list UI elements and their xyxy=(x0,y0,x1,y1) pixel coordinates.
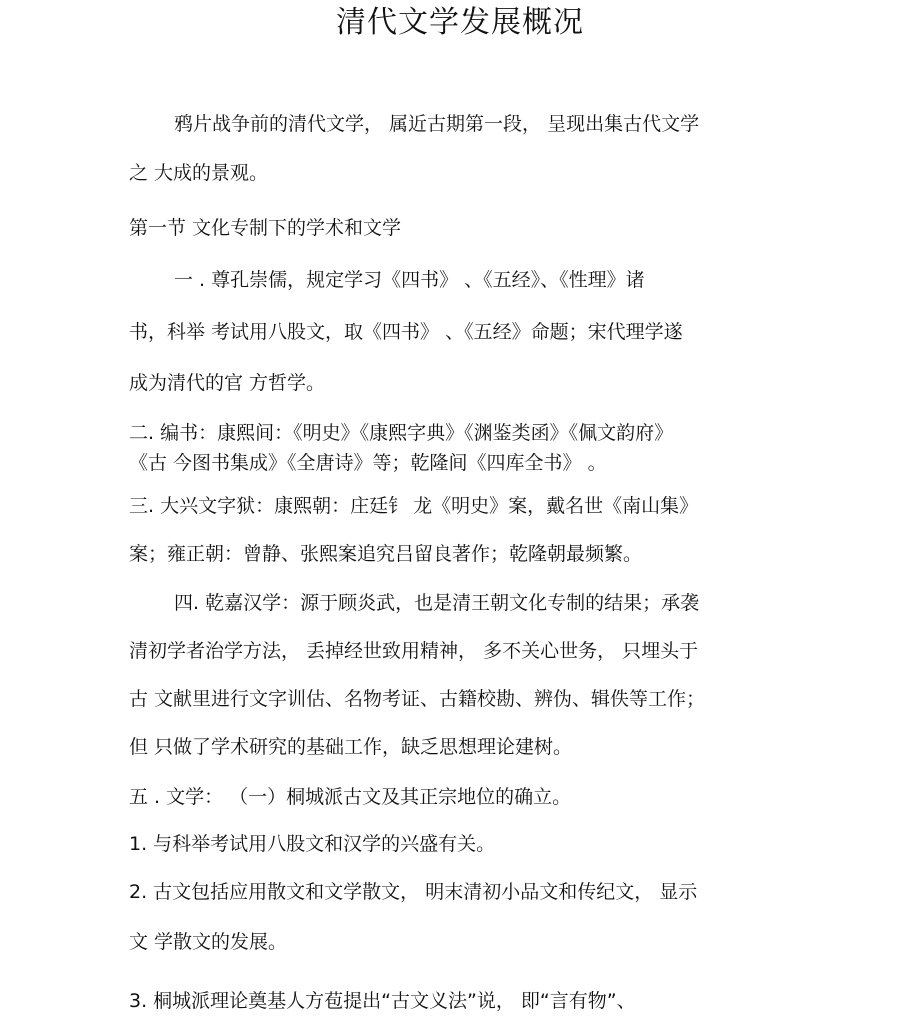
item-2-line-2: 《古 今图书集成》《全唐诗》等；乾隆间《四库全书》 。 xyxy=(129,452,607,474)
item-4-line-2: 清初学者治学方法， 丢掉经世致用精神， 多不关心世务， 只埋头于 xyxy=(129,640,699,662)
item-2-line-1: 二. 编书：康熙间：《明史》《康熙字典》《渊鉴类函》《佩文韵府》 xyxy=(129,422,674,444)
list-item-3-line-1: 3. 桐城派理论奠基人方苞提出“古文义法”说， 即“言有物”、 xyxy=(129,990,636,1012)
list-item-1: 1. 与科举考试用八股文和汉学的兴盛有关。 xyxy=(129,833,496,855)
list-item-2-line-2: 文 学散文的发展。 xyxy=(129,931,288,953)
item-1-line-2: 书，科举 考试用八股文，取《四书》 、《五经》命题；宋代理学遂 xyxy=(129,321,683,343)
item-5-line-1: 五 . 文学： （一）桐城派古文及其正宗地位的确立。 xyxy=(129,786,572,808)
item-4-line-3: 古 文献里进行文字训估、名物考证、古籍校勘、辨伪、辑佚等工作； xyxy=(129,688,706,710)
list-item-2-line-1: 2. 古文包括应用散文和文学散文， 明末清初小品文和传纪文， 显示 xyxy=(129,881,698,903)
item-3-line-2: 案；雍正朝：曾静、张熙案追究吕留良著作；乾隆朝最频繁。 xyxy=(129,543,643,565)
item-4-line-1: 四. 乾嘉汉学：源于顾炎武，也是清王朝文化专制的结果；承袭 xyxy=(174,592,700,614)
item-1-line-1: 一 . 尊孔崇儒，规定学习《四书》 、《五经》、《性理》诸 xyxy=(174,269,645,291)
paragraph-intro-line-2: 之 大成的景观。 xyxy=(129,162,269,184)
item-4-line-4: 但 只做了学术研究的基础工作，缺乏思想理论建树。 xyxy=(129,736,573,758)
section-heading: 第一节 文化专制下的学术和文学 xyxy=(129,217,402,239)
paragraph-intro-line-1: 鸦片战争前的清代文学， 属近古期第一段， 呈现出集古代文学 xyxy=(174,113,700,135)
item-1-line-3: 成为清代的官 方哲学。 xyxy=(129,372,326,394)
document-title: 清代文学发展概况 xyxy=(336,5,584,40)
item-3-line-1: 三. 大兴文字狱：康熙朝：庄廷钅 龙《明史》案，戴名世《南山集》 xyxy=(129,495,699,517)
